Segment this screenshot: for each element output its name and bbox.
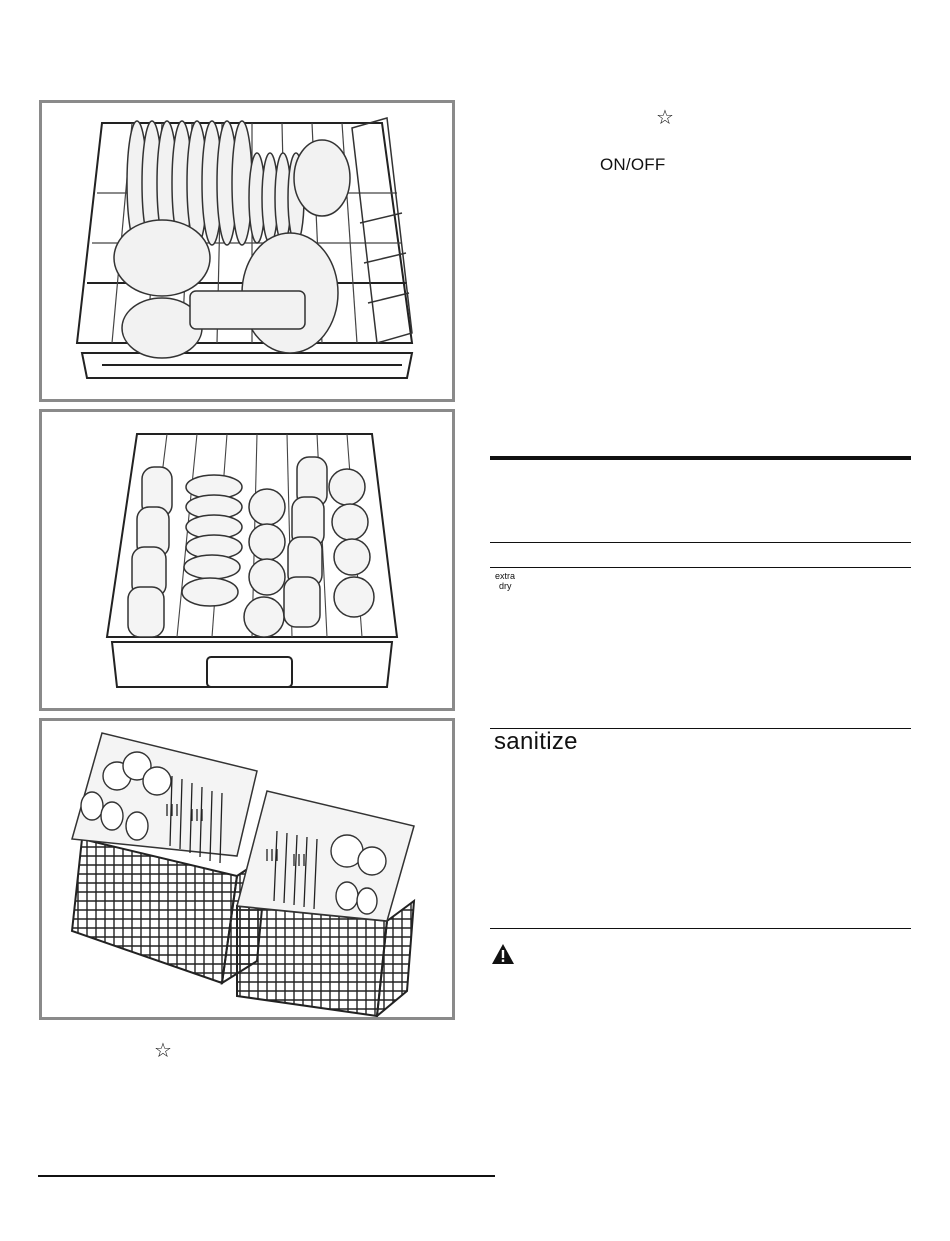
star-outline-icon: ☆ (656, 105, 674, 129)
silverware-basket-drawing (42, 721, 452, 1017)
footer-rule (38, 1175, 495, 1177)
onoff-label: ON/OFF (600, 155, 666, 174)
extra-label: extra (495, 571, 516, 581)
cup-rack-drawing (42, 412, 452, 708)
silverware-basket-illustration (39, 718, 455, 1020)
dry-label: dry (499, 581, 512, 591)
cup-rack-illustration (39, 409, 455, 711)
section-rule-warning (490, 928, 911, 929)
table-rule-row (490, 567, 911, 568)
warning-triangle-icon (491, 943, 515, 965)
sanitize-label: sanitize (494, 728, 578, 755)
table-rule-header (490, 542, 911, 543)
lower-rack-drawing (42, 103, 452, 399)
lower-rack-illustration (39, 100, 455, 402)
star-outline-icon-left: ☆ (154, 1038, 172, 1062)
section-rule-thick (490, 456, 911, 460)
